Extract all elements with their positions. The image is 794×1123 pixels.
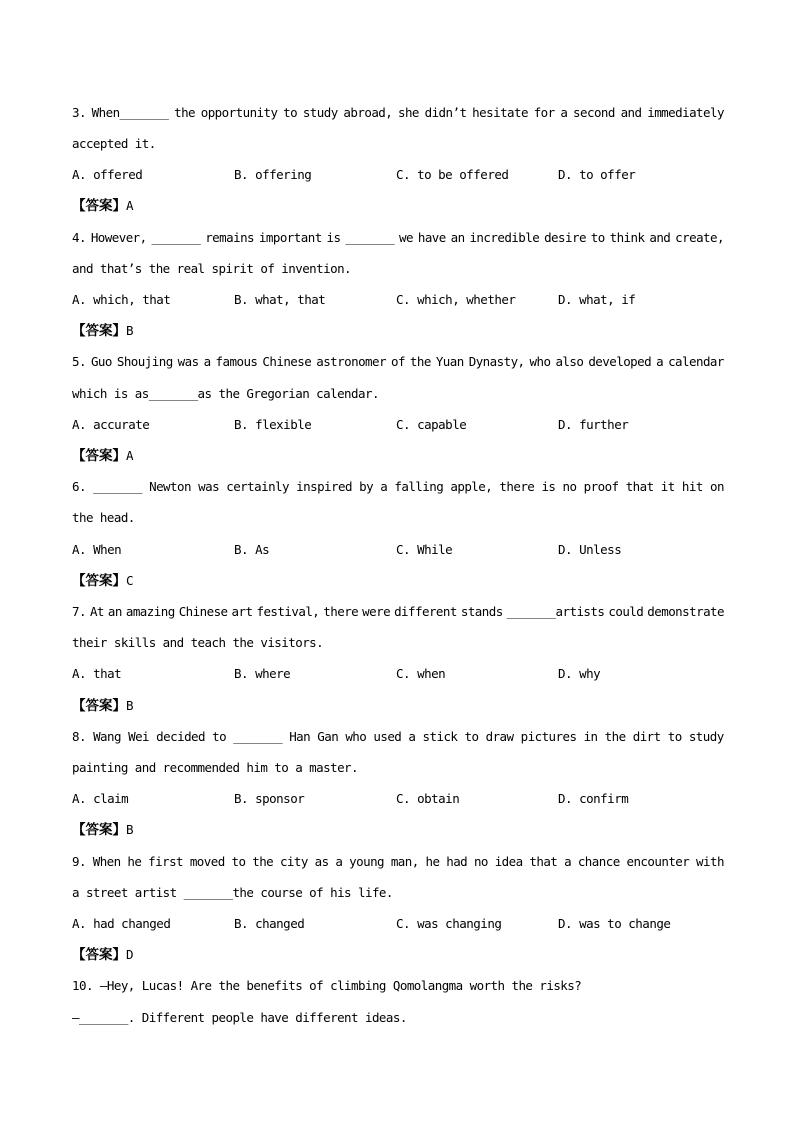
- option-c: C. when: [396, 666, 446, 681]
- question-9-options: [72, 916, 724, 932]
- word: stick: [422, 729, 458, 744]
- word: incredible: [469, 230, 540, 245]
- word: At: [89, 604, 104, 619]
- question-3-options: [72, 167, 724, 183]
- word: Yuan: [435, 354, 464, 369]
- option-a: A. offered: [72, 167, 143, 182]
- option-d: D. confirm: [558, 791, 629, 806]
- word: hit: [681, 479, 703, 494]
- word: a: [335, 854, 343, 869]
- word: is: [326, 230, 341, 245]
- word: for: [533, 105, 555, 120]
- word: is: [541, 479, 556, 494]
- word: art: [231, 604, 253, 619]
- word: remains: [205, 230, 255, 245]
- word: encounter: [626, 854, 690, 869]
- option-d: D. what, if: [558, 292, 636, 307]
- option-a: A. which, that: [72, 292, 171, 307]
- word: man,: [390, 854, 419, 869]
- option-c: C. obtain: [396, 791, 460, 806]
- word: festival,: [256, 604, 320, 619]
- answer-value: A: [126, 448, 134, 463]
- word: no: [473, 854, 488, 869]
- question-4-line-1: [72, 230, 724, 246]
- word: to: [231, 854, 246, 869]
- question-6-line-1: [72, 479, 724, 495]
- word: who: [345, 729, 367, 744]
- word: 8.: [72, 729, 86, 744]
- answer-label: 【答案】: [72, 448, 126, 464]
- word: Han: [289, 729, 311, 744]
- answer-label: 【答案】: [72, 198, 126, 214]
- word: However,: [90, 230, 147, 245]
- question-4-line-2: and that’s the real spirit of invention.: [72, 261, 352, 276]
- word: was: [198, 479, 220, 494]
- answer-label: 【答案】: [72, 822, 126, 838]
- word: a: [656, 354, 664, 369]
- option-c: C. to be offered: [396, 167, 509, 182]
- word: by: [359, 479, 374, 494]
- question-7-answer: [72, 697, 134, 715]
- word: hesitate: [472, 105, 528, 120]
- question-6-line-2: the head.: [72, 510, 135, 525]
- option-a: A. accurate: [72, 417, 150, 432]
- word: the: [252, 854, 274, 869]
- word: 3.: [72, 105, 86, 120]
- word: inspired: [296, 479, 352, 494]
- word: didn’t: [424, 105, 467, 120]
- word: abroad,: [343, 105, 393, 120]
- option-d: D. further: [558, 417, 629, 432]
- question-5-line-1: [72, 354, 724, 370]
- question-6-answer: [72, 572, 134, 590]
- word: as: [314, 854, 329, 869]
- question-8-line-2: painting and recommended him to a master.: [72, 760, 359, 775]
- option-a: A. claim: [72, 791, 129, 806]
- word: stands: [460, 604, 503, 619]
- word: she: [397, 105, 419, 120]
- word: _______: [93, 479, 142, 494]
- word: Gan: [317, 729, 339, 744]
- word: desire: [544, 230, 586, 245]
- word: Newton: [149, 479, 191, 494]
- word: important: [258, 230, 322, 245]
- word: a: [408, 729, 416, 744]
- word: _______: [151, 230, 201, 245]
- option-d: D. Unless: [558, 542, 622, 557]
- word: _______: [233, 729, 283, 744]
- word: on: [709, 479, 724, 494]
- word: 4.: [72, 230, 86, 245]
- word: Guo: [90, 354, 112, 369]
- question-8-answer: [72, 821, 134, 839]
- word: immediately: [647, 105, 724, 120]
- answer-label: 【答案】: [72, 573, 126, 589]
- question-3-answer: [72, 197, 134, 215]
- word: that: [529, 854, 558, 869]
- option-b: B. offering: [234, 167, 312, 182]
- word: were: [362, 604, 391, 619]
- word: had: [446, 854, 468, 869]
- option-c: C. While: [396, 542, 453, 557]
- answer-value: A: [126, 198, 134, 213]
- option-b: B. changed: [234, 916, 305, 931]
- word: 7.: [72, 604, 86, 619]
- answer-value: C: [126, 573, 134, 588]
- word: could: [608, 604, 644, 619]
- word: city: [279, 854, 308, 869]
- word: to: [667, 729, 682, 744]
- word: dirt: [632, 729, 661, 744]
- option-c: C. which, whether: [396, 292, 516, 307]
- word: moved: [189, 854, 225, 869]
- word: _______artists: [506, 604, 605, 619]
- word: who: [529, 354, 551, 369]
- word: we: [399, 230, 413, 245]
- word: young: [349, 854, 385, 869]
- word: apple,: [450, 479, 493, 494]
- word: different: [394, 604, 457, 619]
- question-9-line-1: [72, 854, 724, 870]
- question-3-line-1: [72, 105, 724, 121]
- option-c: C. was changing: [396, 916, 502, 931]
- word: no: [562, 479, 577, 494]
- word: falling: [394, 479, 444, 494]
- word: Shoujing: [116, 354, 173, 369]
- word: famous: [215, 354, 258, 369]
- option-d: D. was to change: [558, 916, 671, 931]
- question-8-options: [72, 791, 724, 807]
- option-b: B. sponsor: [234, 791, 305, 806]
- word: developed: [588, 354, 652, 369]
- word: with: [696, 854, 724, 869]
- word: calendar: [668, 354, 724, 369]
- word: chance: [577, 854, 620, 869]
- question-10-line-2: —_______. Different people have different ideas.: [72, 1010, 407, 1025]
- option-b: B. where: [234, 666, 291, 681]
- word: proof: [583, 479, 619, 494]
- question-5-options: [72, 417, 724, 433]
- question-10-line-1: 10. —Hey, Lucas! Are the benefits of climbing Qomolangma worth the risks?: [72, 978, 582, 993]
- word: there: [323, 604, 359, 619]
- word: he: [425, 854, 440, 869]
- word: to: [590, 230, 605, 245]
- word: there: [499, 479, 535, 494]
- word: an: [107, 604, 122, 619]
- answer-value: B: [126, 698, 134, 713]
- word: think: [609, 230, 645, 245]
- word: have: [417, 230, 446, 245]
- word: was: [177, 354, 199, 369]
- word: to: [283, 105, 298, 120]
- word: to: [464, 729, 479, 744]
- word: an: [450, 230, 465, 245]
- word: draw: [485, 729, 514, 744]
- word: Chinese: [262, 354, 312, 369]
- word: and: [649, 230, 671, 245]
- answer-value: D: [126, 947, 134, 962]
- question-5-line-2: which is as_______as the Gregorian calendar.: [72, 386, 379, 401]
- option-a: A. that: [72, 666, 122, 681]
- word: Dynasty,: [468, 354, 525, 369]
- word: Wei: [128, 729, 150, 744]
- word: amazing: [125, 604, 175, 619]
- option-b: B. As: [234, 542, 270, 557]
- question-9-answer: [72, 946, 134, 964]
- answer-label: 【答案】: [72, 323, 126, 339]
- word: of: [390, 354, 405, 369]
- word: 6.: [72, 479, 86, 494]
- question-7-options: [72, 666, 724, 682]
- word: demonstrate: [647, 604, 724, 619]
- question-3-line-2: accepted it.: [72, 136, 156, 151]
- word: study: [688, 729, 724, 744]
- option-a: A. When: [72, 542, 122, 557]
- word: a: [380, 479, 388, 494]
- word: When: [92, 854, 121, 869]
- word: he: [127, 854, 142, 869]
- word: second: [573, 105, 615, 120]
- word: 5.: [72, 354, 86, 369]
- word: certainly: [226, 479, 289, 494]
- question-7-line-2: their skills and teach the visitors.: [72, 635, 324, 650]
- option-c: C. capable: [396, 417, 467, 432]
- question-5-answer: [72, 447, 134, 465]
- word: astronomer: [316, 354, 386, 369]
- word: a: [560, 105, 568, 120]
- question-4-answer: [72, 322, 134, 340]
- word: opportunity: [200, 105, 278, 120]
- option-d: D. to offer: [558, 167, 636, 182]
- word: and: [620, 105, 642, 120]
- question-6-options: [72, 542, 724, 558]
- word: to: [212, 729, 227, 744]
- option-d: D. why: [558, 666, 601, 681]
- word: Chinese: [178, 604, 228, 619]
- option-a: A. had changed: [72, 916, 171, 931]
- question-7-line-1: [72, 604, 724, 620]
- question-8-line-1: [72, 729, 724, 745]
- word: Wang: [93, 729, 121, 744]
- word: idea: [494, 854, 523, 869]
- option-b: B. what, that: [234, 292, 326, 307]
- word: the: [409, 354, 431, 369]
- answer-value: B: [126, 822, 134, 837]
- word: it: [660, 479, 675, 494]
- word: the: [174, 105, 196, 120]
- word: a: [203, 354, 211, 369]
- word: used: [373, 729, 402, 744]
- word: a: [564, 854, 572, 869]
- question-9-line-2: a street artist _______the course of his life.: [72, 885, 393, 900]
- word: also: [555, 354, 584, 369]
- word: pictures: [520, 729, 577, 744]
- word: in: [583, 729, 598, 744]
- answer-label: 【答案】: [72, 947, 126, 963]
- word: 9.: [72, 854, 86, 869]
- option-b: B. flexible: [234, 417, 312, 432]
- word: that: [625, 479, 654, 494]
- question-4-options: [72, 292, 724, 308]
- word: decided: [156, 729, 206, 744]
- word: create,: [675, 230, 724, 245]
- word: first: [148, 854, 184, 869]
- word: When_______: [91, 105, 169, 120]
- answer-label: 【答案】: [72, 698, 126, 714]
- word: study: [302, 105, 338, 120]
- word: the: [604, 729, 626, 744]
- answer-value: B: [126, 323, 134, 338]
- word: _______: [345, 230, 395, 245]
